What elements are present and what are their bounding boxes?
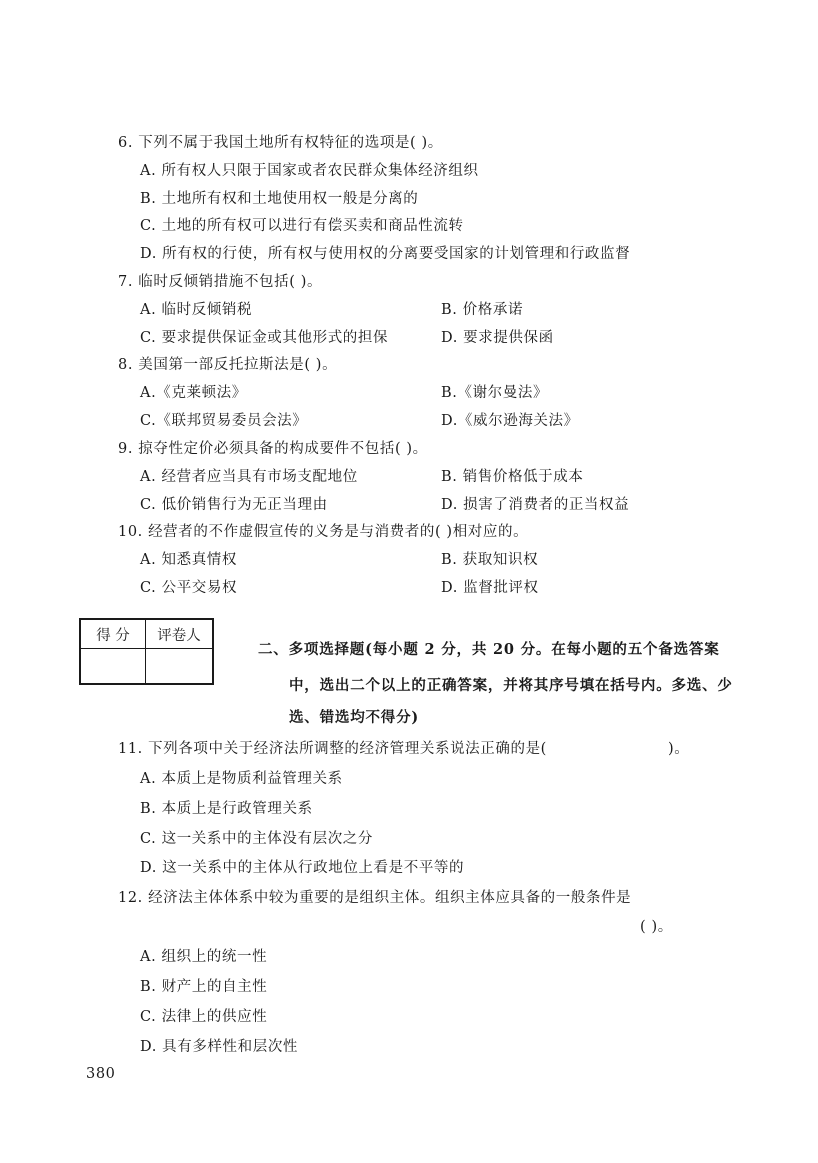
q6-option-a: A. 所有权人只限于国家或者农民群众集体经济组织: [140, 163, 479, 179]
q8-option-d: D.《威尔逊海关法》: [441, 413, 579, 429]
grader-cell: [146, 649, 214, 685]
score-cell: [80, 649, 146, 685]
q6-stem: 6. 下列不属于我国土地所有权特征的选项是( )。: [118, 135, 443, 151]
q7-option-d: D. 要求提供保函: [441, 330, 554, 346]
q8-option-c: C.《联邦贸易委员会法》: [140, 413, 308, 429]
grader-header: 评卷人: [146, 619, 214, 649]
q10-option-a: A. 知悉真情权: [140, 552, 237, 568]
score-table: [79, 618, 214, 685]
q8-option-b: B.《谢尔曼法》: [441, 385, 549, 401]
q6-option-b: B. 土地所有权和土地使用权一般是分离的: [140, 191, 419, 207]
q9-option-c: C. 低价销售行为无正当理由: [140, 497, 328, 513]
q9-option-b: B. 销售价格低于成本: [441, 469, 584, 485]
q10-option-c: C. 公平交易权: [140, 580, 238, 596]
q11-option-d: D. 这一关系中的主体从行政地位上看是不平等的: [140, 860, 465, 876]
q12-option-c: C. 法律上的供应性: [140, 1009, 268, 1025]
q7-option-a: A. 临时反倾销税: [140, 302, 253, 318]
q12-option-a: A. 组织上的统一性: [140, 949, 268, 965]
q11-blank-close: )。: [668, 741, 690, 757]
section2-instructions-line2: 中，选出二个以上的正确答案，并将其序号填在括号内。多选、少: [289, 677, 733, 694]
score-header: 得 分: [80, 619, 146, 649]
q10-stem: 10. 经营者的不作虚假宣传的义务是与消费者的( )相对应的。: [118, 524, 529, 540]
q7-stem: 7. 临时反倾销措施不包括( )。: [118, 274, 323, 290]
q12-stem: 12. 经济法主体体系中较为重要的是组织主体。组织主体应具备的一般条件是: [118, 890, 632, 906]
q11-option-b: B. 本质上是行政管理关系: [140, 801, 313, 817]
q10-option-d: D. 监督批评权: [441, 580, 539, 596]
q10-option-b: B. 获取知识权: [441, 552, 539, 568]
q11-option-c: C. 这一关系中的主体没有层次之分: [140, 831, 373, 847]
q8-stem: 8. 美国第一部反托拉斯法是( )。: [118, 357, 338, 373]
q7-option-b: B. 价格承诺: [441, 302, 524, 318]
section2-title: 二、多项选择题(每小题 2 分，共 20 分。在每小题的五个备选答案: [258, 641, 720, 658]
q11-stem: 11. 下列各项中关于经济法所调整的经济管理关系说法正确的是(: [118, 741, 547, 757]
q11-option-a: A. 本质上是物质利益管理关系: [140, 771, 343, 787]
q9-option-a: A. 经营者应当具有市场支配地位: [140, 469, 358, 485]
q6-option-c: C. 土地的所有权可以进行有偿买卖和商品性流转: [140, 218, 464, 234]
q6-option-d: D. 所有权的行使，所有权与使用权的分离要受国家的计划管理和行政监督: [140, 246, 631, 262]
page-number: 380: [86, 1066, 116, 1082]
q12-blank: ( )。: [640, 919, 673, 935]
q9-option-d: D. 损害了消费者的正当权益: [441, 497, 630, 513]
q7-option-c: C. 要求提供保证金或其他形式的担保: [140, 330, 389, 346]
q8-option-a: A.《克莱顿法》: [140, 385, 247, 401]
q9-stem: 9. 掠夺性定价必须具备的构成要件不包括( )。: [118, 441, 428, 457]
section2-instructions-line3: 选、错选均不得分): [289, 709, 420, 726]
q12-option-d: D. 具有多样性和层次性: [140, 1039, 299, 1055]
q12-option-b: B. 财产上的自主性: [140, 979, 268, 995]
